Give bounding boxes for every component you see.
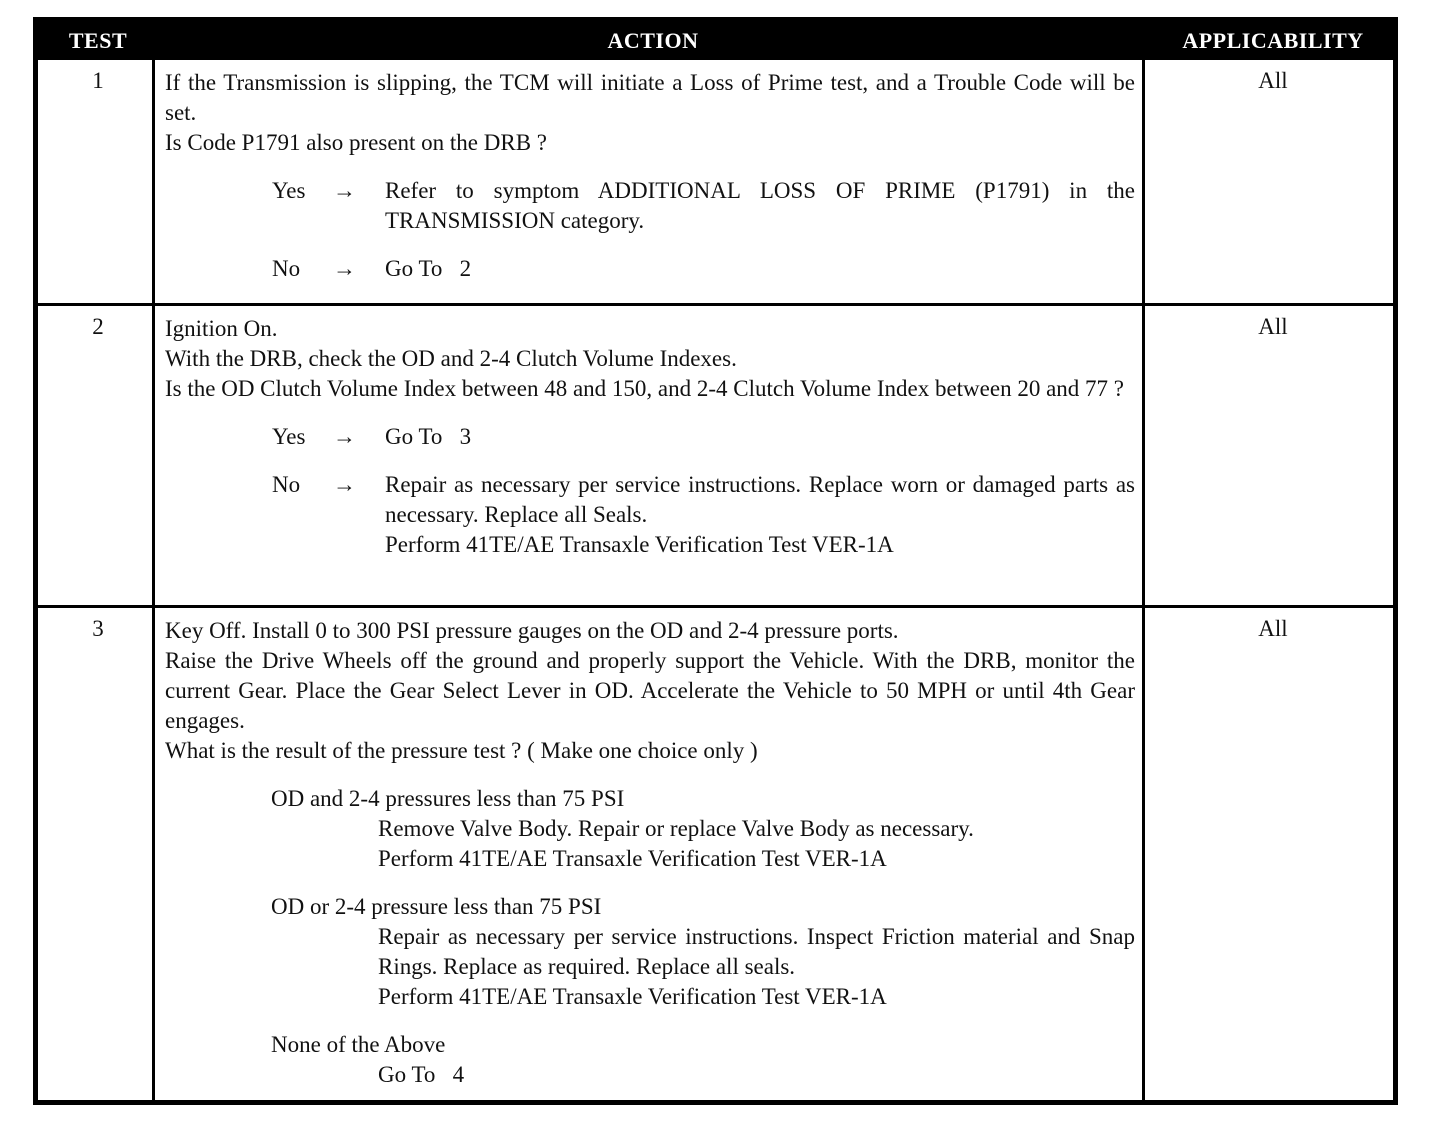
header-applicability: APPLICABILITY bbox=[1182, 28, 1364, 53]
choice-label: None of the Above bbox=[271, 1032, 446, 1057]
test-number: 2 bbox=[92, 314, 104, 339]
question-line: Is the OD Clutch Volume Index between 48 and 150, and 2-4 Clutch Volume Index between 20 and 77 ? bbox=[165, 376, 1125, 401]
choice-option bbox=[165, 892, 1135, 1012]
applicability-value: All bbox=[1258, 616, 1288, 641]
answer-no bbox=[165, 254, 1135, 284]
table-row-test-2 bbox=[38, 303, 1393, 605]
choice-option bbox=[165, 1030, 1135, 1090]
question-line: Is Code P1791 also present on the DRB ? bbox=[165, 130, 548, 155]
table-row-test-3 bbox=[38, 605, 1393, 1105]
question-line: If the Transmission is slipping, the TCM will initiate a Loss of Prime test, and a Trouble Code will be set. bbox=[165, 70, 1135, 125]
action-cell bbox=[165, 616, 1135, 1090]
action-cell bbox=[165, 68, 1135, 284]
question-line: Raise the Drive Wheels off the ground and properly support the Vehicle. With the DRB, monitor the current Gear. Place the Gear Select Lever in OD. Accelerate the Vehicle to 50 MPH or until 4th Gear engages. bbox=[165, 648, 1135, 733]
right-arrow-icon: → bbox=[333, 424, 356, 449]
applicability-value: All bbox=[1258, 68, 1288, 93]
answer-text: Go To 2 bbox=[385, 256, 472, 281]
choice-label: OD and 2-4 pressures less than 75 PSI bbox=[271, 786, 625, 811]
answer-no bbox=[165, 470, 1135, 560]
answer-label: Yes bbox=[272, 424, 306, 449]
question-line: With the DRB, check the OD and 2-4 Clutch Volume Indexes. bbox=[165, 346, 737, 371]
table-header bbox=[38, 22, 1393, 60]
answer-text: Perform 41TE/AE Transaxle Verification Test VER-1A bbox=[385, 532, 894, 557]
answer-label: No bbox=[272, 256, 301, 281]
choice-action: Go To 4 bbox=[378, 1062, 465, 1087]
applicability-value: All bbox=[1258, 314, 1288, 339]
choice-action: Remove Valve Body. Repair or replace Valve Body as necessary. bbox=[378, 816, 974, 841]
answer-text: Go To 3 bbox=[385, 424, 472, 449]
question-line: Ignition On. bbox=[165, 316, 278, 341]
choice-label: OD or 2-4 pressure less than 75 PSI bbox=[271, 894, 602, 919]
question-line: Key Off. Install 0 to 300 PSI pressure gauges on the OD and 2-4 pressure ports. bbox=[165, 618, 899, 643]
choice-action: Repair as necessary per service instructions. Inspect Friction material and Snap Rings. Replace as required. Replace all seals. bbox=[378, 924, 1135, 979]
question-line: What is the result of the pressure test ? ( Make one choice only ) bbox=[165, 738, 758, 763]
answer-yes bbox=[165, 176, 1135, 236]
answer-text: Repair as necessary per service instructions. Replace worn or damaged parts as necessary. Replace all Seals. bbox=[385, 472, 1135, 527]
action-cell bbox=[165, 314, 1135, 560]
test-number: 1 bbox=[92, 68, 104, 93]
answer-text: Refer to symptom ADDITIONAL LOSS OF PRIME (P1791) in the TRANSMISSION category. bbox=[385, 178, 1135, 233]
table-row-test-1 bbox=[38, 60, 1393, 303]
choice-action: Perform 41TE/AE Transaxle Verification Test VER-1A bbox=[378, 984, 887, 1009]
answer-label: No bbox=[272, 472, 301, 497]
header-test: TEST bbox=[68, 28, 128, 53]
right-arrow-icon: → bbox=[333, 472, 356, 497]
choice-option bbox=[165, 784, 1135, 874]
right-arrow-icon: → bbox=[333, 178, 356, 203]
answer-label: Yes bbox=[272, 178, 306, 203]
choice-action: Perform 41TE/AE Transaxle Verification Test VER-1A bbox=[378, 846, 887, 871]
header-action: ACTION bbox=[607, 28, 699, 53]
test-number: 3 bbox=[92, 616, 104, 641]
answer-yes bbox=[165, 422, 1135, 452]
right-arrow-icon: → bbox=[333, 256, 356, 281]
diagnostic-test-table bbox=[33, 17, 1398, 1105]
